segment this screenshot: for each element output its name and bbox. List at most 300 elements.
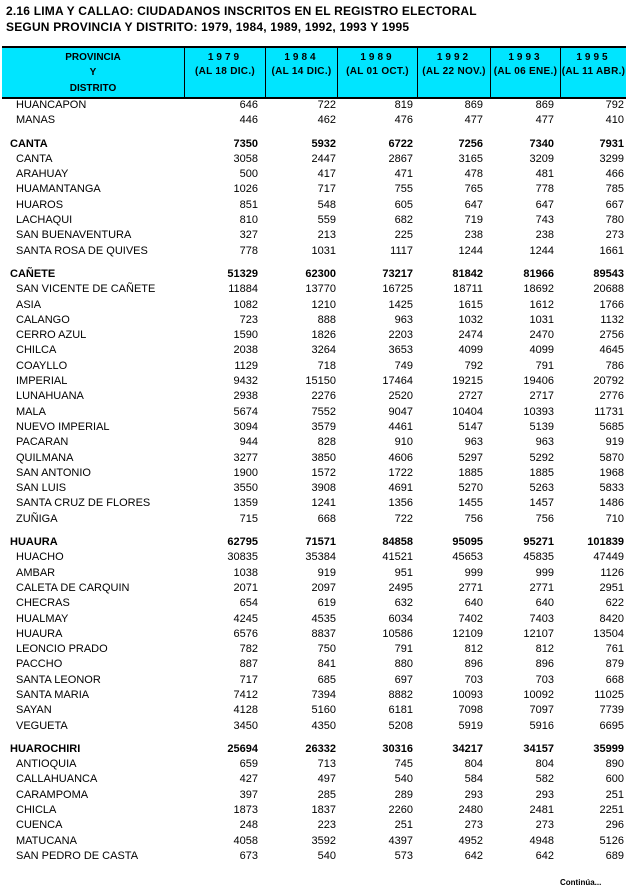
continua-note: Continúa... (560, 878, 602, 887)
cell-value: 34217 (452, 742, 483, 755)
cell-value: 476 (394, 114, 413, 127)
cell-value: 540 (317, 849, 336, 862)
cell-value: 5833 (599, 482, 624, 495)
cell-value: 647 (535, 198, 554, 211)
cell-value: 3908 (311, 482, 336, 495)
district-name: LUNAHUANA (16, 390, 84, 403)
cell-value: 654 (239, 597, 258, 610)
cell-value: 722 (394, 512, 413, 525)
cell-value: 35384 (305, 551, 336, 564)
district-name: MALA (16, 405, 46, 418)
district-row (0, 688, 628, 703)
cell-value: 1241 (311, 497, 336, 510)
cell-value: 2771 (458, 581, 483, 594)
cell-value: 7403 (529, 612, 554, 625)
cell-value: 1885 (458, 466, 483, 479)
district-row (0, 657, 628, 672)
cell-value: 792 (464, 359, 483, 372)
cell-value: 10093 (452, 688, 483, 701)
district-row (0, 788, 628, 803)
province-name: HUAURA (10, 536, 58, 549)
cell-value: 7931 (599, 137, 624, 150)
cell-value: 778 (239, 244, 258, 257)
cell-value: 251 (394, 819, 413, 832)
district-name: CUENCA (16, 819, 63, 832)
district-name: CHICLA (16, 804, 57, 817)
province-name: CANTA (10, 137, 48, 150)
cell-value: 765 (464, 183, 483, 196)
district-name: AMBAR (16, 566, 56, 579)
cell-value: 471 (394, 168, 413, 181)
cell-value: 9047 (388, 405, 413, 418)
cell-value: 804 (464, 758, 483, 771)
cell-value: 1968 (599, 466, 624, 479)
cell-value: 2474 (458, 329, 483, 342)
table-title: 2.16 LIMA Y CALLAO: CIUDADANOS INSCRITOS EN EL REGISTRO ELECTORAL (6, 4, 477, 18)
district-row (0, 596, 628, 611)
cell-value: 41521 (382, 551, 413, 564)
district-row (0, 343, 628, 358)
header-year: 1992 (436, 52, 472, 63)
cell-value: 4397 (388, 834, 413, 847)
cell-value: 7412 (233, 688, 258, 701)
header-year-1993 (490, 48, 560, 97)
district-name: SANTA ROSA DE QUIVES (16, 244, 148, 257)
district-row (0, 182, 628, 197)
header-prov-line2: Y (89, 67, 97, 78)
cell-value: 723 (239, 313, 258, 326)
cell-value: 667 (605, 198, 624, 211)
cell-value: 2717 (529, 390, 554, 403)
cell-value: 8837 (311, 627, 336, 640)
cell-value: 497 (317, 773, 336, 786)
province-row (0, 742, 628, 757)
district-row (0, 466, 628, 481)
district-row (0, 803, 628, 818)
cell-value: 642 (464, 849, 483, 862)
cell-value: 477 (535, 114, 554, 127)
cell-value: 786 (605, 359, 624, 372)
district-name: SAN ANTONIO (16, 466, 91, 479)
cell-value: 273 (535, 819, 554, 832)
cell-value: 10586 (382, 627, 413, 640)
cell-value: 640 (464, 597, 483, 610)
cell-value: 944 (239, 436, 258, 449)
header-date: (AL 11 ABR.) (561, 66, 626, 77)
cell-value: 5147 (458, 420, 483, 433)
district-name: SAN PEDRO DE CASTA (16, 849, 139, 862)
district-row (0, 772, 628, 787)
cell-value: 213 (317, 229, 336, 242)
header-provincia (2, 48, 184, 97)
district-name: VEGUETA (16, 719, 68, 732)
district-row (0, 642, 628, 657)
cell-value: 17464 (382, 375, 413, 388)
district-name: SANTA CRUZ DE FLORES (16, 497, 151, 510)
cell-value: 640 (535, 597, 554, 610)
cell-value: 743 (535, 214, 554, 227)
cell-value: 4099 (529, 344, 554, 357)
cell-value: 619 (317, 597, 336, 610)
cell-value: 819 (394, 99, 413, 111)
cell-value: 1032 (458, 313, 483, 326)
cell-value: 5919 (458, 719, 483, 732)
cell-value: 3264 (311, 344, 336, 357)
cell-value: 2867 (388, 152, 413, 165)
cell-value: 717 (239, 673, 258, 686)
cell-value: 3165 (458, 152, 483, 165)
district-name: ZUÑIGA (16, 512, 58, 525)
cell-value: 500 (239, 168, 258, 181)
cell-value: 1210 (311, 298, 336, 311)
district-name: SANTA LEONOR (16, 673, 101, 686)
cell-value: 225 (394, 229, 413, 242)
cell-value: 703 (535, 673, 554, 686)
cell-value: 62795 (227, 536, 258, 549)
cell-value: 888 (317, 313, 336, 326)
cell-value: 785 (605, 183, 624, 196)
cell-value: 1457 (529, 497, 554, 510)
cell-value: 2251 (599, 804, 624, 817)
cell-value: 26332 (305, 742, 336, 755)
district-name: CALLAHUANCA (16, 773, 98, 786)
cell-value: 4952 (458, 834, 483, 847)
cell-value: 951 (394, 566, 413, 579)
cell-value: 1038 (233, 566, 258, 579)
cell-value: 879 (605, 658, 624, 671)
cell-value: 1132 (600, 313, 624, 326)
cell-value: 62300 (305, 267, 336, 280)
district-row (0, 313, 628, 328)
cell-value: 6576 (233, 627, 258, 640)
cell-value: 81966 (523, 267, 554, 280)
district-row (0, 374, 628, 389)
district-name: LACHAQUI (16, 214, 73, 227)
header-prov-line1: PROVINCIA (65, 52, 121, 63)
row-spacer (0, 259, 628, 267)
cell-value: 1837 (311, 804, 336, 817)
cell-value: 45835 (523, 551, 554, 564)
cell-value: 605 (394, 198, 413, 211)
header-prov-line3: DISTRITO (69, 83, 117, 94)
cell-value: 668 (317, 512, 336, 525)
cell-value: 792 (605, 99, 624, 111)
district-name: CALANGO (16, 313, 70, 326)
district-name: CARAMPOMA (16, 788, 89, 801)
header-year: 1984 (284, 52, 319, 63)
cell-value: 5126 (599, 834, 624, 847)
cell-value: 999 (464, 566, 483, 579)
cell-value: 1126 (600, 566, 624, 579)
cell-value: 584 (464, 773, 483, 786)
district-row (0, 566, 628, 581)
cell-value: 4461 (388, 420, 413, 433)
cell-value: 30835 (227, 551, 258, 564)
district-row (0, 719, 628, 734)
cell-value: 238 (464, 229, 483, 242)
cell-value: 3653 (388, 344, 413, 357)
header-year: 1989 (360, 52, 395, 63)
district-row (0, 213, 628, 228)
cell-value: 1244 (458, 244, 483, 257)
cell-value: 10393 (523, 405, 554, 418)
cell-value: 3209 (529, 152, 554, 165)
province-name: CAÑETE (10, 267, 56, 280)
district-row (0, 550, 628, 565)
district-name: CHECRAS (16, 597, 70, 610)
district-name: HUANCAPON (16, 99, 87, 111)
cell-value: 2756 (599, 329, 624, 342)
cell-value: 582 (535, 773, 554, 786)
cell-value: 462 (317, 114, 336, 127)
cell-value: 223 (317, 819, 336, 832)
cell-value: 81842 (452, 267, 483, 280)
cell-value: 5685 (599, 420, 624, 433)
cell-value: 3550 (233, 482, 258, 495)
cell-value: 397 (239, 788, 258, 801)
cell-value: 780 (605, 214, 624, 227)
cell-value: 2447 (311, 152, 336, 165)
header-year-1992 (417, 48, 490, 97)
cell-value: 559 (317, 214, 336, 227)
cell-value: 10404 (452, 405, 483, 418)
cell-value: 2480 (458, 804, 483, 817)
cell-value: 647 (464, 198, 483, 211)
district-name: CHILCA (16, 344, 57, 357)
cell-value: 7402 (458, 612, 483, 625)
cell-value: 481 (535, 168, 554, 181)
cell-value: 9432 (233, 375, 258, 388)
cell-value: 1900 (233, 466, 258, 479)
cell-value: 3094 (233, 420, 258, 433)
district-name: MATUCANA (16, 834, 77, 847)
cell-value: 3579 (311, 420, 336, 433)
cell-value: 6181 (388, 704, 413, 717)
district-row (0, 359, 628, 374)
cell-value: 2097 (311, 581, 336, 594)
cell-value: 600 (605, 773, 624, 786)
cell-value: 1244 (529, 244, 554, 257)
cell-value: 887 (239, 658, 258, 671)
cell-value: 659 (239, 758, 258, 771)
cell-value: 812 (464, 643, 483, 656)
cell-value: 13504 (593, 627, 624, 640)
cell-value: 963 (394, 313, 413, 326)
cell-value: 548 (317, 198, 336, 211)
cell-value: 7350 (233, 137, 258, 150)
cell-value: 2071 (233, 581, 258, 594)
district-row (0, 298, 628, 313)
cell-value: 5870 (599, 451, 624, 464)
district-name: HUACHO (16, 551, 64, 564)
cell-value: 4606 (388, 451, 413, 464)
cell-value: 7340 (529, 137, 554, 150)
cell-value: 251 (605, 788, 624, 801)
cell-value: 2520 (388, 390, 413, 403)
cell-value: 804 (535, 758, 554, 771)
cell-value: 1826 (311, 329, 336, 342)
district-row (0, 198, 628, 213)
cell-value: 841 (317, 658, 336, 671)
district-name: SAN VICENTE DE CAÑETE (16, 283, 156, 296)
cell-value: 71571 (305, 536, 336, 549)
cell-value: 632 (394, 597, 413, 610)
cell-value: 273 (605, 229, 624, 242)
district-name: HUAMANTANGA (16, 183, 101, 196)
cell-value: 999 (535, 566, 554, 579)
cell-value: 6034 (388, 612, 413, 625)
cell-value: 2938 (233, 390, 258, 403)
cell-value: 296 (605, 819, 624, 832)
cell-value: 20688 (593, 283, 624, 296)
district-name: SAN LUIS (16, 482, 67, 495)
cell-value: 540 (394, 773, 413, 786)
cell-value: 880 (394, 658, 413, 671)
cell-value: 2727 (458, 390, 483, 403)
cell-value: 2495 (388, 581, 413, 594)
district-name: CERRO AZUL (16, 329, 87, 342)
cell-value: 3299 (599, 152, 624, 165)
cell-value: 1572 (311, 466, 336, 479)
cell-value: 3592 (311, 834, 336, 847)
cell-value: 25694 (227, 742, 258, 755)
district-row (0, 328, 628, 343)
province-row (0, 267, 628, 282)
cell-value: 812 (535, 643, 554, 656)
district-name: PACARAN (16, 436, 69, 449)
cell-value: 101839 (587, 536, 624, 549)
cell-value: 293 (464, 788, 483, 801)
cell-value: 896 (464, 658, 483, 671)
header-date: (AL 18 DIC.) (194, 66, 256, 77)
cell-value: 95271 (523, 536, 554, 549)
district-row (0, 673, 628, 688)
cell-value: 1356 (388, 497, 413, 510)
cell-value: 4948 (529, 834, 554, 847)
cell-value: 427 (239, 773, 258, 786)
cell-value: 896 (535, 658, 554, 671)
cell-value: 11731 (594, 405, 624, 418)
cell-value: 5292 (529, 451, 554, 464)
cell-value: 35999 (593, 742, 624, 755)
cell-value: 750 (317, 643, 336, 656)
cell-value: 2260 (388, 804, 413, 817)
cell-value: 1082 (233, 298, 258, 311)
cell-value: 466 (605, 168, 624, 181)
cell-value: 5270 (458, 482, 483, 495)
cell-value: 919 (317, 566, 336, 579)
cell-value: 642 (535, 849, 554, 862)
district-row (0, 627, 628, 642)
row-spacer (0, 527, 628, 535)
cell-value: 745 (394, 758, 413, 771)
cell-value: 689 (605, 849, 624, 862)
cell-value: 84858 (382, 536, 413, 549)
cell-value: 682 (394, 214, 413, 227)
table-subtitle: SEGUN PROVINCIA Y DISTRITO: 1979, 1984, 1989, 1992, 1993 Y 1995 (6, 20, 410, 34)
cell-value: 2038 (233, 344, 258, 357)
district-row (0, 244, 628, 259)
cell-value: 2203 (388, 329, 413, 342)
cell-value: 3277 (233, 451, 258, 464)
district-name: QUILMANA (16, 451, 74, 464)
cell-value: 12107 (523, 627, 554, 640)
cell-value: 1129 (234, 359, 258, 372)
header-year: 1995 (576, 52, 611, 63)
header-date: (AL 01 OCT.) (346, 66, 409, 77)
cell-value: 1455 (458, 497, 483, 510)
row-spacer (0, 129, 628, 137)
cell-value: 869 (535, 99, 554, 111)
cell-value: 1117 (390, 244, 413, 257)
cell-value: 963 (535, 436, 554, 449)
cell-value: 851 (239, 198, 258, 211)
cell-value: 4645 (599, 344, 624, 357)
cell-value: 2481 (529, 804, 554, 817)
district-name: SAYAN (16, 704, 52, 717)
cell-value: 869 (464, 99, 483, 111)
cell-value: 51329 (227, 267, 258, 280)
cell-value: 718 (317, 359, 336, 372)
district-row (0, 152, 628, 167)
cell-value: 4350 (311, 719, 336, 732)
district-row (0, 420, 628, 435)
cell-value: 5674 (233, 405, 258, 418)
cell-value: 7739 (599, 704, 624, 717)
cell-value: 7552 (311, 405, 336, 418)
district-name: HUALMAY (16, 612, 69, 625)
district-row (0, 703, 628, 718)
cell-value: 1359 (233, 497, 258, 510)
cell-value: 5916 (529, 719, 554, 732)
cell-value: 45653 (452, 551, 483, 564)
cell-value: 2951 (599, 581, 624, 594)
cell-value: 3450 (233, 719, 258, 732)
cell-value: 238 (535, 229, 554, 242)
row-spacer (0, 734, 628, 742)
header-year-1979 (184, 48, 265, 97)
district-row (0, 481, 628, 496)
district-name: IMPERIAL (16, 375, 68, 388)
cell-value: 73217 (382, 267, 413, 280)
cell-value: 2776 (599, 390, 624, 403)
header-date: (AL 14 DIC.) (271, 66, 332, 77)
district-row (0, 282, 628, 297)
cell-value: 18692 (523, 283, 554, 296)
cell-value: 47449 (593, 551, 624, 564)
cell-value: 673 (239, 849, 258, 862)
header-year-1995 (560, 48, 626, 97)
cell-value: 749 (394, 359, 413, 372)
district-row (0, 389, 628, 404)
cell-value: 2771 (529, 581, 554, 594)
cell-value: 89543 (593, 267, 624, 280)
cell-value: 778 (535, 183, 554, 196)
cell-value: 890 (605, 758, 624, 771)
cell-value: 782 (239, 643, 258, 656)
cell-value: 791 (394, 643, 413, 656)
cell-value: 1031 (311, 244, 336, 257)
cell-value: 963 (464, 436, 483, 449)
cell-value: 1486 (599, 497, 624, 510)
district-row (0, 113, 628, 128)
cell-value: 2276 (311, 390, 336, 403)
cell-value: 7256 (458, 137, 483, 150)
district-row (0, 228, 628, 243)
cell-value: 2470 (529, 329, 554, 342)
cell-value: 11884 (228, 283, 258, 296)
cell-value: 1026 (233, 183, 258, 196)
